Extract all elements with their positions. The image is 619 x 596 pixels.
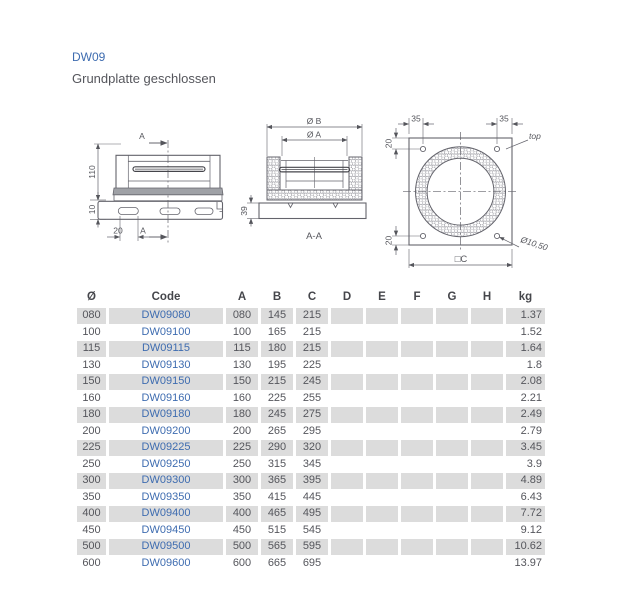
cell (436, 473, 468, 489)
cell: 1.37 (506, 308, 545, 324)
cell: 225 (77, 440, 106, 456)
cell: 300 (77, 473, 106, 489)
dim-hole-offset-right-label: 35 (499, 113, 509, 124)
column-header-b: B (272, 291, 282, 303)
cell: 400 (226, 506, 258, 522)
cell: 2.21 (520, 391, 542, 404)
cell (436, 325, 468, 341)
cell (401, 308, 433, 324)
table-row (77, 341, 545, 357)
cell: 150 (226, 374, 258, 390)
cell (471, 506, 503, 522)
cell: 250 (232, 457, 252, 470)
cell: 2.08 (506, 374, 545, 390)
cell: 595 (296, 539, 328, 555)
code-link[interactable]: DW09115 (141, 342, 191, 354)
cell (366, 358, 398, 374)
cell (401, 440, 433, 456)
cell (331, 341, 363, 357)
cell: 450 (82, 523, 101, 536)
cell: 415 (267, 490, 287, 503)
code-link[interactable]: DW09180 (141, 408, 191, 420)
cell (471, 490, 503, 506)
cell (331, 374, 363, 390)
column-header-f: F (413, 291, 421, 303)
cell (366, 341, 398, 357)
dim-plate-side-label: □C (454, 254, 468, 265)
cell (366, 506, 398, 522)
table-row (77, 391, 545, 407)
cell (401, 506, 433, 522)
cell (331, 308, 363, 324)
cell: 250 (82, 457, 101, 470)
dim-outer-dia-label: Ø B (306, 116, 322, 126)
code-cell (109, 325, 223, 341)
cell (471, 523, 503, 539)
cell: 115 (77, 341, 106, 357)
code-cell (109, 358, 223, 374)
code-link[interactable]: DW09080 (141, 309, 191, 321)
table-row (77, 523, 545, 539)
code-link[interactable]: DW09200 (141, 424, 191, 437)
cell: 130 (232, 358, 252, 371)
table-row (77, 424, 545, 440)
cell: 3.45 (506, 440, 545, 456)
cell (401, 407, 433, 423)
cell: 225 (302, 358, 322, 371)
top-view-drawing (384, 114, 550, 269)
cell (471, 308, 503, 324)
cell (471, 325, 503, 341)
cell: 545 (302, 523, 322, 536)
code-cell (109, 490, 223, 506)
cell (436, 424, 468, 440)
cell (366, 308, 398, 324)
cell (436, 391, 468, 407)
dim-hole-offset-top-label: 20 (383, 138, 394, 149)
cell (471, 457, 503, 473)
cell: 215 (296, 341, 328, 357)
code-link[interactable]: DW09300 (141, 474, 191, 486)
cell: 365 (261, 473, 293, 489)
cell: 150 (77, 374, 106, 390)
table-row (77, 457, 545, 473)
cell: 265 (267, 424, 287, 437)
cell (331, 407, 363, 423)
column-header-h: H (482, 291, 492, 303)
code-link[interactable]: DW09130 (141, 358, 191, 371)
cell: 565 (261, 539, 293, 555)
cell (366, 490, 398, 506)
cell (471, 374, 503, 390)
column-header-code: Code (151, 291, 181, 303)
cell: 1.52 (520, 325, 542, 338)
cell (401, 523, 433, 539)
code-cell (109, 341, 223, 357)
cell: 215 (296, 308, 328, 324)
code-cell (109, 506, 223, 522)
table-row (77, 556, 545, 572)
table-row (77, 374, 545, 390)
cell (401, 490, 433, 506)
table-row (77, 440, 545, 456)
side-view-drawing (87, 131, 223, 243)
cell: 400 (77, 506, 106, 522)
cell: 145 (261, 308, 293, 324)
dim-hole-dia-label: Ø10,50 (519, 234, 549, 253)
code-link[interactable]: DW09500 (141, 540, 191, 552)
cell: 200 (232, 424, 252, 437)
dim-inner-dia-label: Ø A (306, 129, 322, 140)
top-surface-label: top (529, 131, 541, 141)
cell: 13.97 (514, 556, 542, 569)
code-cell (109, 391, 223, 407)
cell: 100 (82, 325, 101, 338)
table-row (77, 407, 545, 423)
cell (436, 358, 468, 374)
dim-hole-offset-left-label: 35 (411, 113, 421, 124)
code-link[interactable]: DW09450 (141, 523, 191, 536)
cell (401, 325, 433, 341)
cell: 1.64 (506, 341, 545, 357)
cell: 6.43 (520, 490, 542, 503)
cell: 245 (261, 407, 293, 423)
table-row (77, 539, 545, 555)
cell (366, 457, 398, 473)
cell (331, 556, 363, 572)
cell: 7.72 (506, 506, 545, 522)
cell: 395 (296, 473, 328, 489)
column-header-g: G (447, 291, 457, 303)
cell: 2.79 (520, 424, 542, 437)
code-cell (109, 556, 223, 572)
cell: 290 (261, 440, 293, 456)
cell (366, 391, 398, 407)
cell (471, 407, 503, 423)
cell: 695 (302, 556, 322, 569)
column-header-a: A (237, 291, 247, 303)
table-row (77, 358, 545, 374)
cell: 500 (226, 539, 258, 555)
table-row (77, 490, 545, 506)
cell (401, 341, 433, 357)
code-cell (109, 523, 223, 539)
cell (331, 490, 363, 506)
cell (331, 358, 363, 374)
code-link[interactable]: DW09225 (141, 441, 191, 453)
cell: 515 (267, 523, 287, 536)
code-cell (109, 424, 223, 440)
section-view-drawing (239, 116, 366, 242)
cell (436, 440, 468, 456)
cell: 180 (77, 407, 106, 423)
cell (366, 556, 398, 572)
cell (436, 556, 468, 572)
product-title: Grundplatte geschlossen (72, 71, 216, 86)
cell (401, 539, 433, 555)
dim-plate-thickness-label: 10 (87, 204, 97, 215)
code-cell (109, 473, 223, 489)
cell (331, 440, 363, 456)
cell: 080 (226, 308, 258, 324)
cell: 215 (261, 374, 293, 390)
cell: 450 (232, 523, 252, 536)
code-link[interactable]: DW09350 (141, 490, 191, 503)
cell (331, 391, 363, 407)
cell (471, 539, 503, 555)
code-cell (109, 374, 223, 390)
cell: 215 (302, 325, 322, 338)
cell: 600 (82, 556, 101, 569)
cell (401, 473, 433, 489)
cell: 1.8 (526, 358, 542, 371)
cell: 9.12 (520, 523, 542, 536)
cell: 245 (296, 374, 328, 390)
cell: 115 (226, 341, 258, 357)
doc-header (72, 50, 216, 86)
table-row (77, 308, 545, 324)
cell: 100 (232, 325, 252, 338)
cell: 160 (82, 391, 101, 404)
cell: 160 (232, 391, 252, 404)
cell (471, 341, 503, 357)
cell (331, 457, 363, 473)
code-link[interactable]: DW09250 (141, 457, 191, 470)
code-cell (109, 308, 223, 324)
cell (436, 506, 468, 522)
cell (401, 556, 433, 572)
cell: 500 (77, 539, 106, 555)
cell: 320 (296, 440, 328, 456)
cell (436, 490, 468, 506)
column-header-kg: kg (518, 291, 533, 303)
dim-height-label: 110 (87, 165, 97, 179)
cell: 2.49 (506, 407, 545, 423)
table-row (77, 325, 545, 341)
cell (331, 325, 363, 341)
code-link[interactable]: DW09400 (141, 507, 191, 519)
section-label-top: A (139, 131, 145, 141)
cell (331, 473, 363, 489)
code-link[interactable]: DW09600 (141, 556, 191, 569)
table-header (77, 289, 545, 307)
cell: 600 (232, 556, 252, 569)
cell (366, 539, 398, 555)
cell: 300 (226, 473, 258, 489)
cell: 350 (82, 490, 101, 503)
cell (366, 523, 398, 539)
cell (331, 506, 363, 522)
cell (436, 407, 468, 423)
cell: 180 (226, 407, 258, 423)
column-header-e: E (378, 291, 386, 303)
code-cell (109, 440, 223, 456)
cell (471, 473, 503, 489)
cell (436, 539, 468, 555)
product-code-link[interactable]: DW09 (72, 50, 106, 64)
code-cell (109, 407, 223, 423)
cell: 465 (261, 506, 293, 522)
size-table (74, 288, 548, 572)
table-row (77, 473, 545, 489)
cell: 130 (82, 358, 101, 371)
cell (366, 407, 398, 423)
cell: 4.89 (506, 473, 545, 489)
dim-hole-offset-bottom-label: 20 (383, 235, 394, 246)
cell (471, 358, 503, 374)
cell (471, 424, 503, 440)
code-cell (109, 539, 223, 555)
table-row (77, 506, 545, 522)
section-label-bottom: A (140, 225, 146, 236)
cell: 3.9 (526, 457, 542, 470)
cell (436, 457, 468, 473)
cell (331, 539, 363, 555)
cell (401, 391, 433, 407)
cell: 180 (261, 341, 293, 357)
cell: 200 (82, 424, 101, 437)
code-link[interactable]: DW09100 (141, 325, 191, 338)
dim-plate-height-label: 39 (239, 206, 249, 216)
column-header-dia: Ø (87, 291, 96, 303)
cell (401, 457, 433, 473)
cell (471, 440, 503, 456)
cell (471, 556, 503, 572)
size-table-body (77, 308, 545, 571)
cell (471, 391, 503, 407)
cell: 195 (267, 358, 287, 371)
cell: 445 (302, 490, 322, 503)
cell: 295 (302, 424, 322, 437)
cell: 165 (267, 325, 287, 338)
cell (436, 308, 468, 324)
cell (401, 424, 433, 440)
column-header-d: D (342, 291, 352, 303)
cell (366, 424, 398, 440)
cell: 225 (267, 391, 287, 404)
cell (436, 341, 468, 357)
code-link[interactable]: DW09150 (141, 375, 191, 387)
code-link[interactable]: DW09160 (141, 391, 191, 404)
cell: 350 (232, 490, 252, 503)
cell: 10.62 (506, 539, 545, 555)
cell (366, 440, 398, 456)
cell (331, 523, 363, 539)
cell: 495 (296, 506, 328, 522)
cell (331, 424, 363, 440)
cell (401, 358, 433, 374)
cell (436, 523, 468, 539)
cell (366, 473, 398, 489)
code-cell (109, 457, 223, 473)
cell: 080 (77, 308, 106, 324)
cell: 255 (302, 391, 322, 404)
cell (436, 374, 468, 390)
cell: 275 (296, 407, 328, 423)
cell: 315 (267, 457, 287, 470)
cell: 225 (226, 440, 258, 456)
column-header-c: C (307, 291, 317, 303)
section-caption: A-A (306, 231, 322, 242)
dim-slot-length-label: 20 (113, 225, 123, 236)
cell: 665 (267, 556, 287, 569)
cell (366, 325, 398, 341)
cell: 345 (302, 457, 322, 470)
cell (366, 374, 398, 390)
technical-drawing (0, 100, 619, 288)
cell (401, 374, 433, 390)
